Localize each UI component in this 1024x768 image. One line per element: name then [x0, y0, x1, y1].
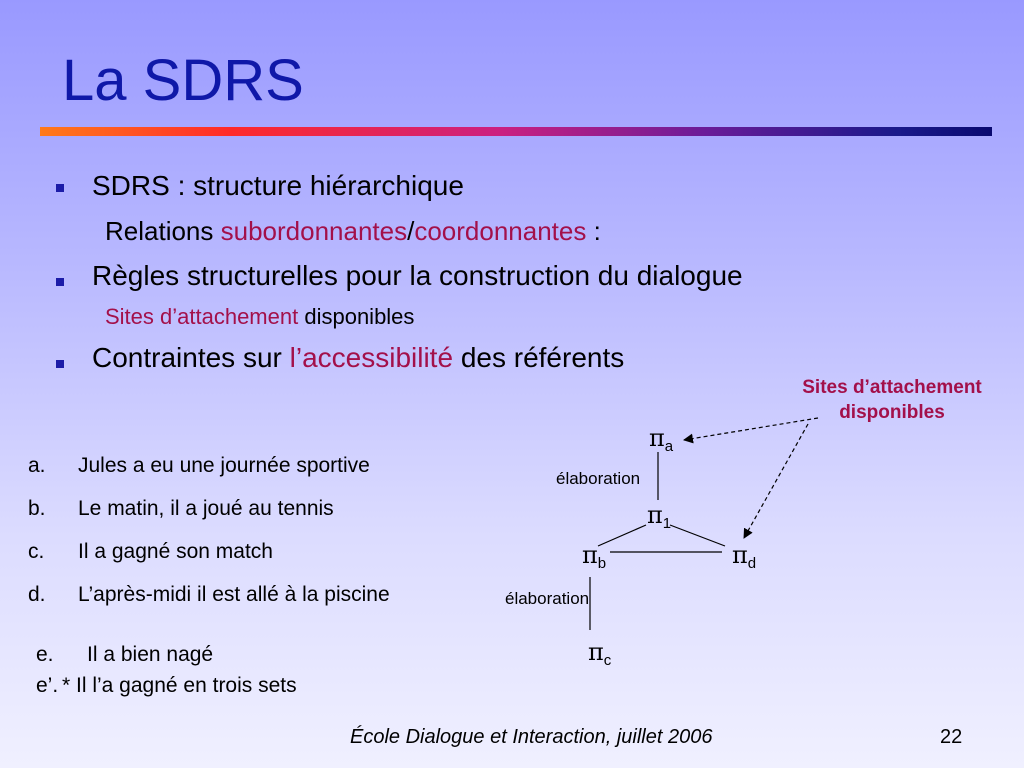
footer-text: École Dialogue et Interaction, juillet 2006 — [350, 726, 713, 748]
contraintes-suffix: des référents — [453, 342, 625, 373]
node-pi-a — [649, 426, 673, 454]
pi-subscript: a — [664, 438, 674, 455]
example-label: a. — [28, 454, 46, 477]
node-pi-1 — [647, 503, 671, 531]
relations-suffix: : — [586, 216, 601, 246]
coordonnantes-term: coordonnantes — [414, 216, 587, 246]
node-pi-c — [588, 640, 611, 668]
sites-suffix: disponibles — [298, 304, 415, 329]
example-label: e’. — [36, 674, 59, 697]
node-pi-d — [732, 543, 756, 571]
subordonnantes-term: subordonnantes — [220, 216, 408, 246]
edge-label-elaboration-top: élaboration — [556, 469, 641, 488]
sites-attachement-term: Sites d’attachement — [105, 304, 299, 329]
example-text: * Il l’a gagné en trois sets — [62, 674, 297, 697]
bullet-sdrs-structure: SDRS : structure hiérarchique — [92, 170, 464, 201]
pi-symbol: π — [588, 638, 604, 666]
arrow-to-pid — [744, 424, 808, 538]
contraintes-prefix: Contraintes sur — [92, 342, 290, 373]
edge-pi1-pid — [670, 525, 725, 546]
pi-symbol: π — [647, 501, 663, 529]
example-label: c. — [28, 540, 45, 563]
relations-prefix: Relations — [105, 216, 221, 246]
example-text: L’après-midi il est allé à la piscine — [78, 583, 390, 606]
pi-symbol: π — [649, 424, 665, 452]
edge-label-elaboration-bottom: élaboration — [505, 589, 590, 608]
sites-attachement-label — [770, 376, 1014, 425]
pi-subscript: c — [603, 652, 612, 669]
example-label: b. — [28, 497, 46, 520]
sites-label-line1: Sites d’attachement — [802, 377, 982, 398]
pi-subscript: 1 — [662, 515, 672, 532]
relations-separator: / — [407, 216, 415, 246]
slide-title: La SDRS — [62, 48, 304, 113]
pi-symbol: π — [582, 541, 598, 569]
example-text: Il a gagné son match — [78, 540, 273, 563]
example-text: Le matin, il a joué au tennis — [78, 497, 334, 520]
node-pi-b — [582, 543, 606, 571]
pi-subscript: d — [747, 555, 757, 572]
pi-symbol: π — [732, 541, 748, 569]
example-text: Jules a eu une journée sportive — [78, 454, 370, 477]
accessibilite-term: l’accessibilité — [289, 342, 454, 373]
example-text: Il a bien nagé — [87, 643, 214, 666]
example-label: e. — [36, 643, 54, 666]
example-label: d. — [28, 583, 46, 606]
pi-subscript: b — [597, 555, 607, 572]
bullet-regles-structurelles: Règles structurelles pour la construction du dialogue — [92, 260, 743, 291]
sites-label-line2: disponibles — [839, 401, 945, 423]
page-number: 22 — [940, 726, 963, 748]
